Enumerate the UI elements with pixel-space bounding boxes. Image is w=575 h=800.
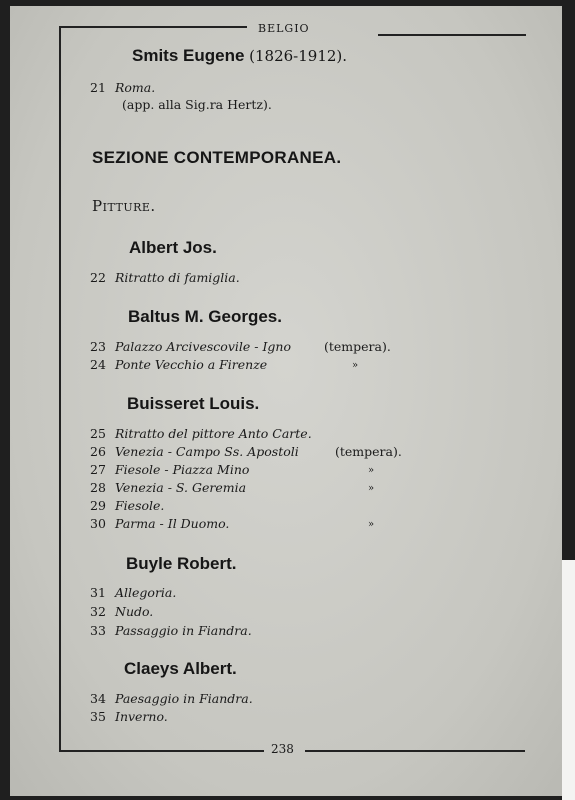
entry-number: 23: [90, 339, 106, 354]
entry-title: Passaggio in Fiandra.: [115, 623, 252, 638]
catalog-entry: [90, 270, 240, 285]
catalog-entry: [90, 462, 375, 477]
entry-title: Venezia - Campo Ss. Apostoli: [115, 444, 299, 459]
catalog-entry: [90, 623, 252, 638]
catalog-entry: [90, 585, 176, 600]
entry-number: 24: [90, 357, 106, 372]
section-title: SEZIONE CONTEMPORANEA.: [92, 148, 342, 167]
entry-title: Ritratto di famiglia.: [115, 270, 240, 285]
entry-number: 28: [90, 480, 106, 495]
artist-name: Smits Eugene: [132, 46, 245, 65]
entry-number: 32: [90, 604, 106, 619]
entry-number: 27: [90, 462, 106, 477]
entry-medium: (tempera).: [335, 444, 402, 459]
frame-line-top-right: [378, 34, 526, 36]
catalog-entry: [90, 426, 312, 441]
entry-number: 34: [90, 691, 106, 706]
entry-medium: (tempera).: [324, 339, 391, 354]
catalog-entry: [90, 357, 359, 372]
artist-heading: Buyle Robert.: [126, 554, 237, 573]
page-number: 238: [271, 742, 294, 756]
entry-number: 29: [90, 498, 106, 513]
frame-line-left: [59, 26, 61, 751]
catalog-entry: [90, 691, 253, 706]
subsection-title: Pitture.: [92, 197, 156, 215]
artist-heading: Claeys Albert.: [124, 659, 237, 678]
entry-title: Inverno.: [115, 709, 168, 724]
ditto-mark: »: [352, 360, 359, 371]
frame-line-bottom-left: [59, 750, 264, 752]
catalog-entry: [90, 709, 168, 724]
catalog-entry: [90, 516, 375, 531]
entry-title: Ponte Vecchio a Firenze: [115, 357, 268, 372]
entry-title: Palazzo Arcivescovile - Igno: [115, 339, 291, 354]
entry-number: 25: [90, 426, 106, 441]
ditto-mark: »: [368, 465, 375, 476]
entry-title: Nudo.: [115, 604, 154, 619]
entry-provenance: (app. alla Sig.ra Hertz).: [122, 97, 272, 112]
entry-title: Paesaggio in Fiandra.: [115, 691, 253, 706]
entry-title: Fiesole - Piazza Mino: [115, 462, 250, 477]
entry-number: 33: [90, 623, 106, 638]
entry-number: 26: [90, 444, 106, 459]
catalog-entry: [90, 80, 155, 95]
catalog-entry: [90, 604, 153, 619]
entry-number: 22: [90, 270, 106, 285]
ditto-mark: »: [368, 483, 375, 494]
entry-number: 31: [90, 585, 106, 600]
entry-number: 35: [90, 709, 106, 724]
entry-title: Allegoria.: [115, 585, 177, 600]
entry-title: Fiesole.: [115, 498, 165, 513]
entry-number: 21: [90, 80, 106, 95]
page-header: BELGIO: [258, 22, 310, 35]
ditto-mark: »: [368, 519, 375, 530]
entry-title: Venezia - S. Geremia: [115, 480, 247, 495]
artist-heading: Baltus M. Georges.: [128, 307, 282, 326]
artist-heading: [132, 46, 347, 66]
entry-title: Parma - Il Duomo.: [115, 516, 230, 531]
catalog-entry: [90, 498, 164, 513]
entry-title: Ritratto del pittore Anto Carte.: [115, 426, 312, 441]
book-page: [10, 6, 562, 796]
frame-line-top-left: [59, 26, 247, 28]
artist-years: (1826-1912).: [249, 47, 348, 65]
frame-line-bottom-right: [305, 750, 525, 752]
entry-number: 30: [90, 516, 106, 531]
catalog-entry: [90, 444, 402, 459]
catalog-entry: [90, 339, 391, 354]
catalog-entry: [90, 480, 375, 495]
artist-heading: Buisseret Louis.: [127, 394, 260, 413]
background-strip: [562, 560, 575, 800]
artist-heading: Albert Jos.: [129, 238, 217, 257]
entry-title: Roma.: [115, 80, 156, 95]
